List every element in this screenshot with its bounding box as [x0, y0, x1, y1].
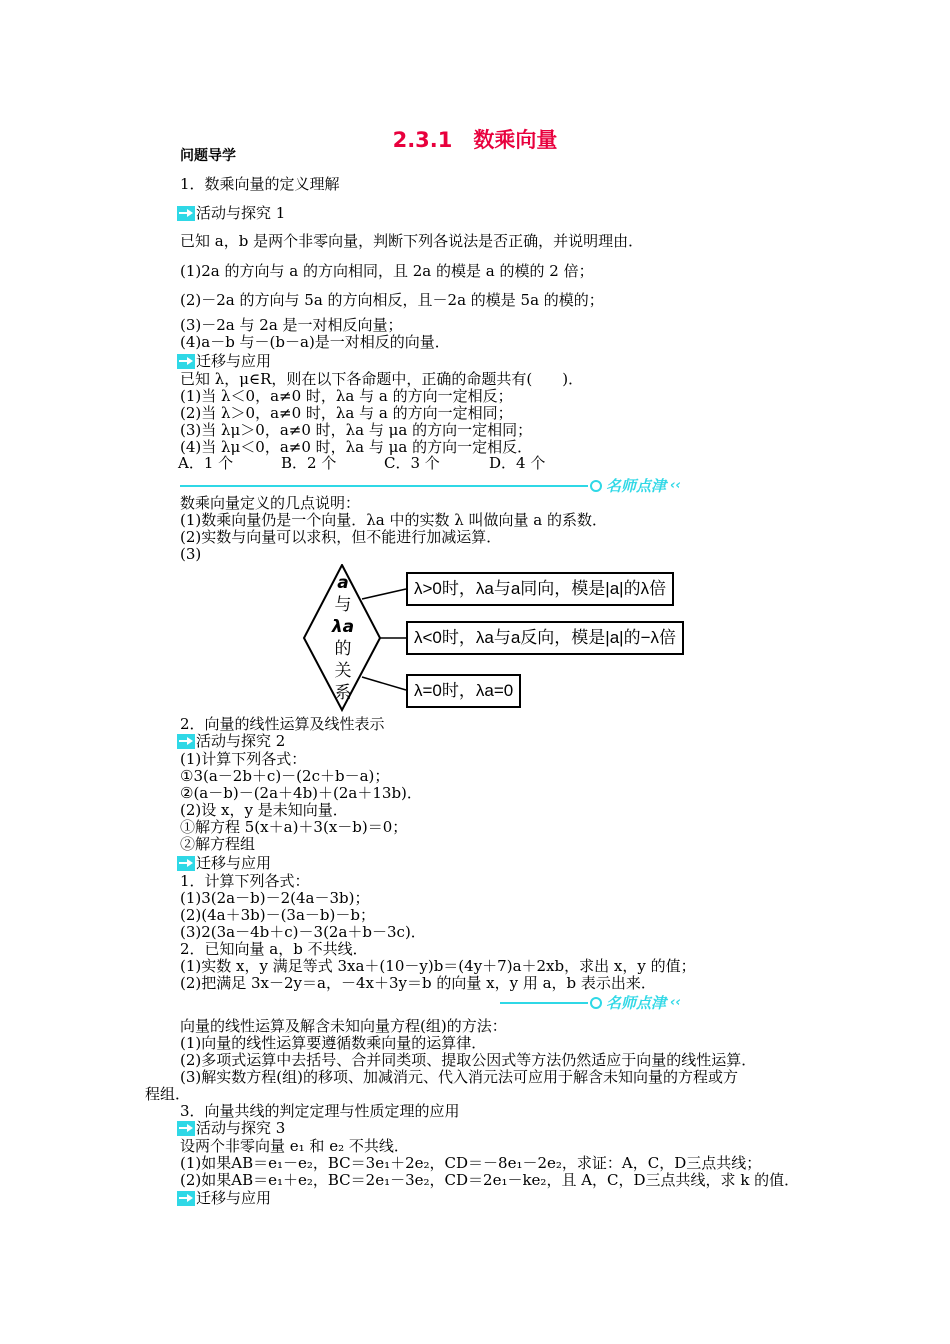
note-item: (2)实数与向量可以求积，但不能进行加减运算． — [180, 528, 502, 546]
apply2-item: 1．计算下列各式： — [180, 872, 310, 890]
method-item: (2)多项式运算中去括号、合并同类项、提取公因式等方法仍然适应于向量的线性运算． — [180, 1051, 757, 1069]
activity-explore-3: 活动与探究 3 — [177, 1120, 285, 1137]
explore2-item: ②解方程组 — [180, 835, 256, 853]
diamond-char: 关 — [334, 661, 352, 681]
double-chevron-icon: ‹‹ — [670, 995, 681, 1010]
arrow-icon — [177, 734, 195, 749]
arrow-icon — [177, 354, 195, 369]
explore2-item: (2)设 x，y 是未知向量． — [180, 801, 348, 819]
page-title: 2.3.1 数乘向量 — [392, 128, 558, 152]
activity-apply-3: 迁移与应用 — [177, 1190, 271, 1207]
explore3-item: 设两个非零向量 e₁ 和 e₂ 不共线． — [180, 1137, 409, 1155]
part1-heading: 1．数乘向量的定义理解 — [180, 175, 340, 193]
apply2-item: (3)2(3a－4b＋c)－3(2a＋b－3c)． — [180, 923, 426, 941]
connector-line — [362, 589, 406, 599]
explore2-item: ②(a－b)－(2a＋4b)＋(2a＋13b)． — [180, 784, 422, 802]
part2-heading: 2．向量的线性运算及线性表示 — [180, 715, 385, 733]
choice-c: C．3 个 — [384, 454, 440, 472]
note-item: (3) — [180, 545, 202, 563]
circle-icon — [590, 480, 602, 492]
connector-line — [362, 677, 406, 690]
explore1-intro: 已知 a，b 是两个非零向量，判断下列各说法是否正确，并说明理由． — [180, 232, 644, 250]
apply1-intro: 已知 λ，μ∈R，则在以下各命题中，正确的命题共有( )． — [180, 370, 584, 388]
apply1-item: (3)当 λμ＞0，a≠0 时，λa 与 μa 的方向一定相同； — [180, 421, 533, 439]
explore2-item: ①解方程 5(x＋a)＋3(x－b)＝0； — [180, 818, 408, 836]
double-chevron-icon: ‹‹ — [670, 478, 681, 493]
arrow-icon — [177, 1191, 195, 1206]
arrow-icon — [177, 206, 195, 221]
apply2-item: (2)(4a＋3b)－(3a－b)－b； — [180, 906, 375, 924]
apply1-item: (1)当 λ＜0，a≠0 时，λa 与 a 的方向一定相反； — [180, 387, 513, 405]
choice-b: B．2 个 — [281, 454, 337, 472]
relation-box-negative: λ<0时，λa与a反向，模是|a|的−λ倍 — [406, 621, 684, 655]
circle-icon — [590, 997, 602, 1009]
diamond-char: a — [337, 573, 349, 593]
relation-box-zero: λ=0时，λa=0 — [406, 674, 521, 708]
explore3-item: (2)如果AB＝e₁＋e₂，BC＝2e₁－3e₂，CD＝2e₁－ke₂，且 A，C，D三点共线，求 k 的值． — [180, 1171, 800, 1189]
choice-a: A．1 个 — [178, 454, 234, 472]
diamond-char: λa — [331, 617, 355, 637]
explore3-item: (1)如果AB＝e₁－e₂，BC＝3e₁＋2e₂，CD＝－8e₁－2e₂，求证：A，C，D三点共线； — [180, 1154, 762, 1172]
apply2-item: (1)3(2a－b)－2(4a－3b)； — [180, 889, 370, 907]
method-item: (1)向量的线性运算要遵循数乘向量的运算律． — [180, 1034, 487, 1052]
explore1-item: (1)2a 的方向与 a 的方向相同，且 2a 的模是 a 的模的 2 倍； — [180, 262, 594, 280]
section-header: 问题导学 — [180, 148, 236, 164]
divider-line — [180, 485, 588, 487]
apply2-item: 2．已知向量 a，b 不共线． — [180, 940, 368, 958]
method-item: (3)解实数方程(组)的移项、加减消元、代入消元法可应用于解含未知向量的方程或方 — [180, 1068, 738, 1086]
notes-intro: 数乘向量定义的几点说明： — [180, 494, 361, 512]
activity-explore-1: 活动与探究 1 — [177, 205, 285, 222]
note-item: (1)数乘向量仍是一个向量．λa 中的实数 λ 叫做向量 a 的系数． — [180, 511, 607, 529]
divider-line — [500, 1002, 588, 1004]
explore1-item: (4)a－b 与－(b－a)是一对相反的向量． — [180, 333, 450, 351]
relation-box-positive: λ>0时，λa与a同向，模是|a|的λ倍 — [406, 572, 674, 606]
teacher-tip-stamp: 名师点津 ‹‹ — [590, 992, 681, 1013]
explore2-item: ①3(a－2b＋c)－(2c＋b－a)； — [180, 767, 390, 785]
method-item: 程组． — [145, 1085, 191, 1103]
method-intro: 向量的线性运算及解含未知向量方程(组)的方法： — [180, 1017, 507, 1035]
apply2-item: (1)实数 x，y 满足等式 3xa＋(10－y)b＝(4y＋7)a＋2xb，求出 x，y 的值； — [180, 957, 696, 975]
diamond-char: 系 — [334, 683, 352, 703]
arrow-icon — [177, 1121, 195, 1136]
diamond-char: 与 — [334, 595, 352, 615]
diamond-char: 的 — [334, 639, 352, 659]
explore2-item: (1)计算下列各式： — [180, 750, 307, 768]
part3-heading: 3．向量共线的判定定理与性质定理的应用 — [180, 1102, 460, 1120]
activity-explore-2: 活动与探究 2 — [177, 733, 285, 750]
apply2-item: (2)把满足 3x－2y＝a，－4x＋3y＝b 的向量 x，y 用 a，b 表示出来． — [180, 974, 656, 992]
activity-apply-2: 迁移与应用 — [177, 855, 271, 872]
activity-apply-1: 迁移与应用 — [177, 353, 271, 370]
apply1-item: (4)当 λμ＜0，a≠0 时，λa 与 μa 的方向一定相反． — [180, 438, 533, 456]
teacher-tip-stamp: 名师点津 ‹‹ — [590, 475, 681, 496]
arrow-icon — [177, 856, 195, 871]
choice-d: D．4 个 — [489, 454, 546, 472]
apply1-item: (2)当 λ＞0，a≠0 时，λa 与 a 的方向一定相同； — [180, 404, 513, 422]
explore1-item: (3)－2a 与 2a 是一对相反向量； — [180, 316, 403, 334]
explore1-item: (2)－2a 的方向与 5a 的方向相反，且－2a 的模是 5a 的模的； — [180, 291, 604, 309]
relation-diagram — [300, 564, 690, 712]
